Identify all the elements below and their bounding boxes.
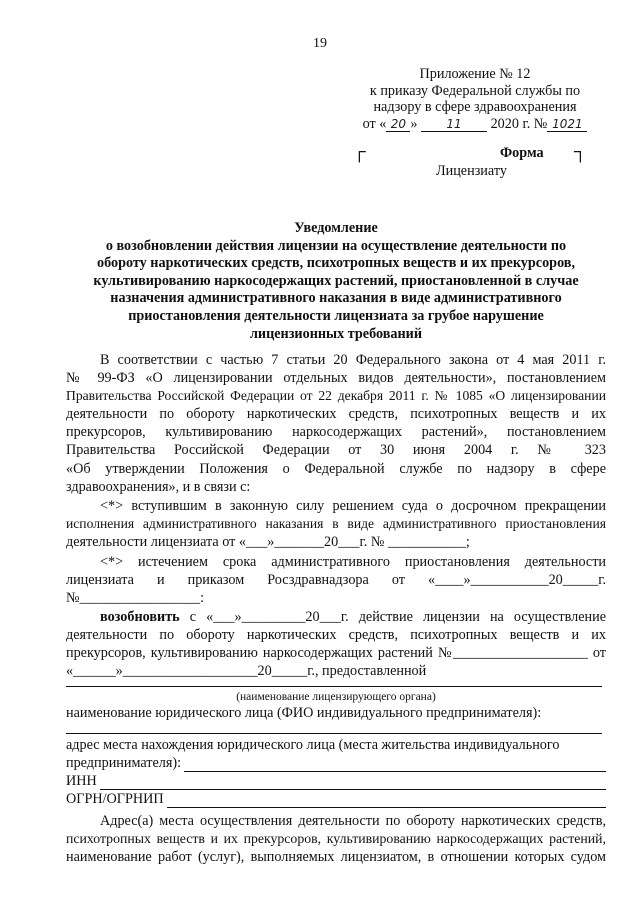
caption-licensing-body: (наименование лицензирующего органа) — [236, 691, 436, 703]
para4-line-1 — [66, 608, 606, 626]
order-number-handwritten: 1021 — [547, 116, 587, 132]
para2-line-3: деятельности лицензиата от «___»_______20___г. № ___________; — [66, 534, 470, 551]
para5-line-1: Адрес(а) места осуществления деятельности по обороту наркотических средств, — [100, 813, 606, 829]
para3-line-3: №_________________: — [66, 590, 205, 607]
licensing-body-line — [66, 686, 602, 687]
field-inn-row — [66, 772, 606, 790]
field-ogrn: ОГРН/ОГРНИП — [66, 791, 164, 807]
title-line-1: Уведомление — [294, 220, 378, 236]
date-year: 2020 г. № — [490, 115, 548, 132]
date-mid: » — [410, 115, 418, 132]
field-inn: ИНН — [66, 773, 97, 789]
ogrn-blank — [167, 793, 606, 808]
field-legal-name: наименование юридического лица (ФИО индивидуального предпринимателя): — [66, 705, 542, 721]
date-month-handwritten: 11 — [421, 116, 487, 132]
appendix-line-1: Приложение № 12 — [419, 66, 531, 82]
para2-line-2: исполнения административного наказания в виде административного приостановления — [66, 516, 606, 532]
appendix-line-2: к приказу Федеральной службы по — [369, 82, 581, 99]
field-address-line-1: адрес места нахождения юридического лица (места жительства индивидуального — [66, 737, 560, 753]
paragraph-expiry — [66, 553, 606, 607]
para1-line-3: Правительства Российской Федерации от 22 декабря 2011 г. № 1085 «О лицензировании — [66, 388, 606, 404]
paragraph-court-decision — [66, 497, 606, 551]
date-day-handwritten: 20 — [386, 116, 410, 132]
title-line-5: назначения административного наказания в виде административного — [110, 290, 562, 307]
para1-line-2: № 99-ФЗ «О лицензировании отдельных видов деятельности», постановлением — [66, 370, 606, 387]
date-prefix: от « — [362, 115, 387, 132]
paragraph-legal-basis — [66, 351, 606, 496]
notice-title — [68, 220, 604, 343]
para3-line-2: лицензиата и приказом Росздравнадзора от «____»___________20_____г. — [66, 572, 606, 589]
resume-keyword: возобновить — [100, 609, 180, 625]
addressee: Лицензиату — [436, 163, 507, 179]
para4-line-3: прекурсоров, культивированию наркосодержащих растений №___________________ от — [66, 645, 606, 662]
appendix-date-line — [340, 116, 610, 133]
form-bracket-left: ┌ — [353, 141, 366, 161]
address-blank — [184, 757, 606, 772]
para1-line-7: «Об утверждении Положения о Федеральной службе по надзору в сфере — [66, 460, 606, 477]
para1-line-4: деятельности по обороту наркотических средств, психотропных веществ и их — [66, 406, 606, 423]
para4-line-4: «______»___________________20_____г., предоставленной — [66, 663, 427, 680]
para5-line-2: психотропных веществ и их прекурсоров, культивированию наркосодержащих растений, — [66, 831, 606, 847]
para4-line-2: деятельности по обороту наркотических средств, психотропных веществ и их — [66, 627, 606, 644]
title-line-2: о возобновлении действия лицензии на осуществление деятельности по — [105, 237, 567, 254]
para1-line-6: Правительства Российской Федерации от 30 июня 2004 г. № 323 — [66, 442, 606, 459]
inn-blank — [100, 775, 606, 790]
para1-line-5: прекурсоров, культивированию наркосодержащих растений», постановлением — [66, 424, 606, 441]
appendix-line-3: надзору в сфере здравоохранения — [373, 99, 577, 115]
title-line-7: лицензионных требований — [249, 325, 423, 342]
appendix-header — [340, 66, 610, 132]
field-address-line-2: предпринимателя): — [66, 755, 182, 771]
para1-line-8: здравоохранения», и в связи с: — [66, 478, 251, 495]
title-line-4: культивированию наркосодержащих растений, приостановленной в случае — [93, 272, 579, 289]
paragraph-resume — [66, 608, 606, 680]
legal-name-line — [66, 733, 602, 734]
page-number: 19 — [313, 36, 327, 51]
para3-line-1: <*> истечением срока административного приостановления деятельности — [100, 554, 606, 570]
para2-line-1: <*> вступившим в законную силу решением суда о досрочном прекращении — [100, 498, 606, 514]
para5-line-3: наименование работ (услуг), выполняемых лицензиатом, в отношении которых судом — [66, 849, 606, 866]
field-ogrn-row — [66, 790, 606, 808]
form-label: Форма — [500, 145, 544, 161]
title-line-3: обороту наркотических средств, психотропных веществ и их прекурсоров, — [96, 255, 576, 272]
para4-line-1-rest: с «___»_________20___г. действие лицензии на осуществление — [179, 609, 606, 625]
paragraph-activity-address — [66, 812, 606, 866]
para1-line-1: В соответствии с частью 7 статьи 20 Федерального закона от 4 мая 2011 г. — [100, 352, 606, 368]
title-line-6: приостановления деятельности лицензиата за грубое нарушение — [128, 307, 544, 324]
form-bracket-right: ┐ — [574, 141, 587, 161]
field-address-row — [66, 754, 606, 772]
